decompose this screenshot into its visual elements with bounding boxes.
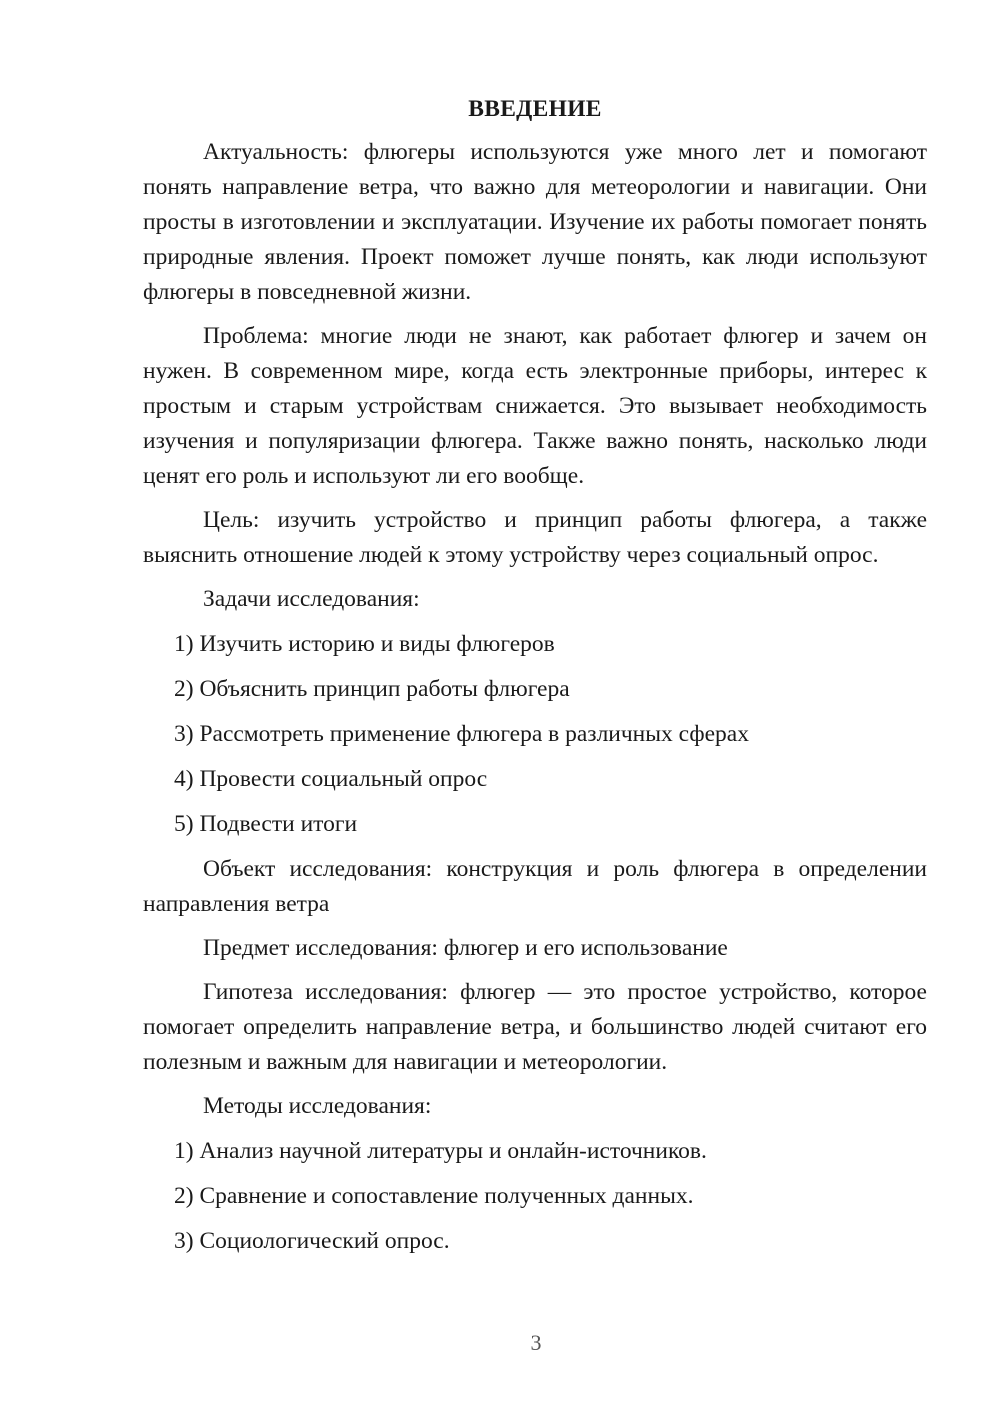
method-item: 2) Сравнение и сопоставление полученных данных.: [174, 1183, 694, 1209]
subject-paragraph: Предмет исследования: флюгер и его использование: [203, 935, 728, 961]
method-item: 3) Социологический опрос.: [174, 1228, 450, 1254]
task-item: 1) Изучить историю и виды флюгеров: [174, 631, 555, 657]
task-item: 2) Объяснить принцип работы флюгера: [174, 676, 570, 702]
methods-list: [143, 1134, 927, 1259]
hypothesis-paragraph: Гипотеза исследования: флюгер — это простое устройство, которое помогает определить направление ветра, и большинство людей считают его полезным и важным для навигации и метеорологии.: [143, 979, 927, 1075]
page-content: [143, 92, 927, 1269]
task-item: 4) Провести социальный опрос: [174, 766, 488, 792]
relevance-paragraph: Актуальность: флюгеры используются уже много лет и помогают понять направление ветра, что важно для метеорологии и навигации. Они просты в изготовлении и эксплуатации. Изучение их работы помогает понять природные явления. Проект поможет лучше понять, как люди используют флюгеры в повседневной жизни.: [143, 139, 927, 305]
task-item: 5) Подвести итоги: [174, 811, 358, 837]
method-item: 1) Анализ научной литературы и онлайн-источников.: [174, 1138, 707, 1164]
page-number: 3: [530, 1330, 542, 1355]
tasks-label: Задачи исследования:: [203, 586, 420, 612]
problem-paragraph: Проблема: многие люди не знают, как работает флюгер и зачем он нужен. В современном мире, когда есть электронные приборы, интерес к простым и старым устройствам снижается. Это вызывает необходимость изучения и популяризации флюгера. Также важно понять, насколько люди ценят его роль и используют ли его вообще.: [143, 323, 927, 489]
task-item: 3) Рассмотреть применение флюгера в различных сферах: [174, 721, 749, 747]
goal-paragraph: Цель: изучить устройство и принцип работы флюгера, а также выяснить отношение людей к этому устройству через социальный опрос.: [143, 507, 927, 568]
page-title: ВВЕДЕНИЕ: [468, 96, 602, 122]
object-paragraph: Объект исследования: конструкция и роль флюгера в определении направления ветра: [143, 856, 927, 917]
tasks-list: [143, 627, 927, 842]
methods-label: Методы исследования:: [203, 1093, 432, 1119]
